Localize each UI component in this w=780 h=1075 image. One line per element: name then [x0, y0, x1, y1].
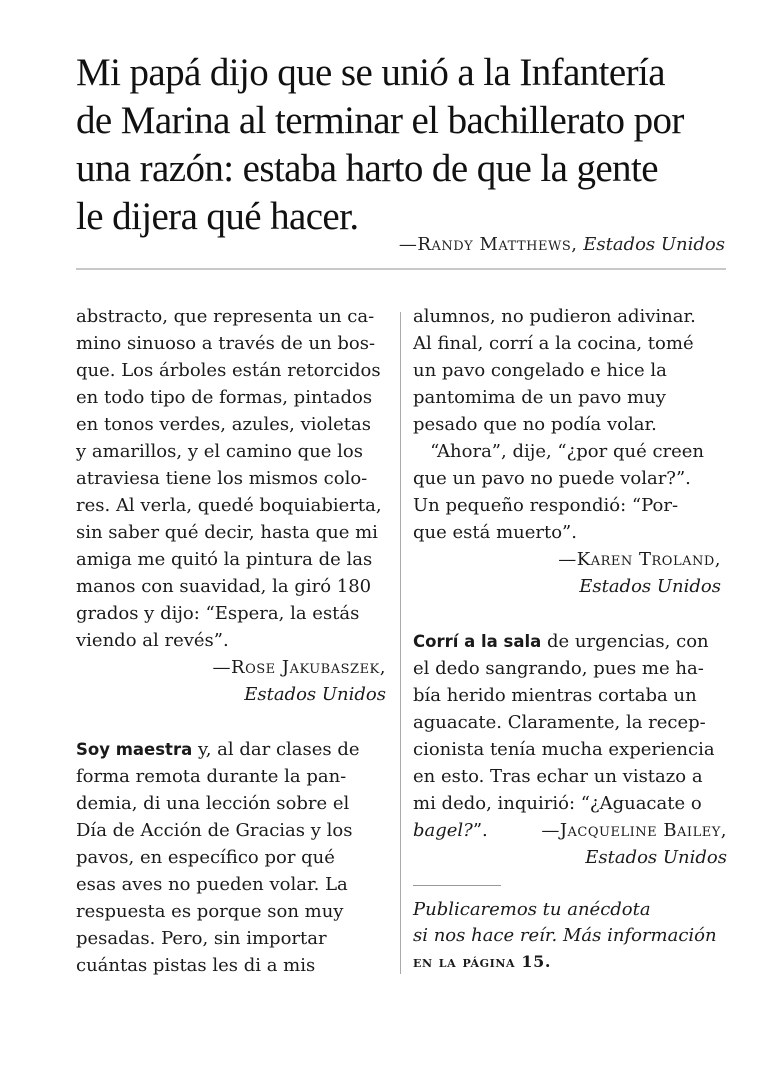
footer-page-ref: en la página 15.: [413, 952, 551, 971]
text-line: atraviesa tiene los mismos colo-: [76, 468, 368, 489]
text-line: forma remota durante la pan-: [76, 766, 347, 787]
story-end-line: [413, 817, 733, 844]
text-line: un pavo congelado e hice la: [413, 360, 667, 381]
text-line: pesadas. Pero, sin importar: [76, 928, 327, 949]
column-divider: [400, 312, 401, 974]
text-line: en todo tipo de formas, pintados: [76, 387, 373, 408]
text-line: demia, di una lección sobre el: [76, 793, 350, 814]
text-run: [413, 817, 488, 844]
text-line: cionista tenía mucha experiencia: [413, 739, 715, 760]
text-line: en esto. Tras echar un vistazo a: [413, 766, 703, 787]
quote-line: de Marina al terminar el bachillerato por: [76, 99, 684, 142]
text-line: el dedo sangrando, pues me ha-: [413, 658, 704, 679]
text-line: “Ahora”, dije, “¿por qué creen: [413, 441, 705, 462]
text-line: pavos, en específico por qué: [76, 847, 335, 868]
text-line: abstracto, que representa un ca-: [76, 306, 375, 327]
text-line: grados y dijo: “Espera, la estás: [76, 603, 360, 624]
quote-line: una razón: estaba harto de que la gente: [76, 147, 658, 190]
author-name: —Karen Troland,: [558, 549, 721, 570]
text-line: en tonos verdes, azules, violetas: [76, 414, 371, 435]
text-line: mi dedo, inquirió: “¿Aguacate o: [413, 793, 702, 814]
author-place: Estados Unidos: [585, 847, 727, 868]
text-line: Al final, corrí a la cocina, tomé: [413, 333, 694, 354]
right-column: [413, 303, 733, 974]
text-line: Un pequeño respondió: “Por-: [413, 495, 679, 516]
text-line: que está muerto”.: [413, 522, 577, 543]
text-line: cuántas pistas les di a mis: [76, 955, 316, 976]
story-author: [76, 654, 386, 681]
text-run: ”.: [472, 820, 488, 841]
text-line: pesado que no podía volar.: [413, 414, 657, 435]
text-line: que un pavo no puede volar?”.: [413, 468, 691, 489]
footer-line: Publicaremos tu anécdota: [413, 899, 651, 920]
text-line: sin saber qué decir, hasta que mi: [76, 522, 378, 543]
story-gap: [413, 600, 733, 628]
text-line: amiga me quitó la pintura de las: [76, 549, 373, 570]
story-lead-line: [413, 628, 733, 655]
story-author: [413, 546, 733, 573]
quote-author: —Randy Matthews,: [398, 234, 578, 255]
quote-line: Mi papá dijo que se unió a la Infantería: [76, 51, 665, 94]
text-line: que. Los árboles están retorcidos: [76, 360, 381, 381]
section-divider: [76, 268, 726, 270]
author-place: Estados Unidos: [244, 684, 386, 705]
story-lead: Soy maestra: [76, 740, 193, 759]
italic-word: bagel?: [413, 820, 473, 841]
text-run: de urgencias, con: [541, 631, 709, 652]
quote-place: Estados Unidos: [583, 234, 725, 255]
author-place: Estados Unidos: [579, 576, 721, 597]
story-place: [76, 681, 386, 708]
quote-line: le dijera qué hacer.: [76, 195, 359, 238]
text-line: res. Al verla, quedé boquiabierta,: [76, 495, 382, 516]
author-name: —Jacqueline Bailey,: [541, 820, 727, 841]
text-line: alumnos, no pudieron adivinar.: [413, 306, 696, 327]
text-line: y amarillos, y el camino que los: [76, 441, 363, 462]
author-name: —Rose Jakubaszek,: [212, 657, 386, 678]
text-line: esas aves no pueden volar. La: [76, 874, 348, 895]
text-line: Día de Acción de Gracias y los: [76, 820, 353, 841]
text-line: bía herido mientras cortaba un: [413, 685, 697, 706]
text-line: aguacate. Claramente, la recep-: [413, 712, 706, 733]
story-place: [413, 844, 733, 871]
text-line: viendo al revés”.: [76, 630, 229, 651]
text-run: y, al dar clases de: [192, 739, 360, 760]
text-line: manos con suavidad, la giró 180: [76, 576, 372, 597]
quote-attribution: [399, 233, 725, 257]
story-lead: Corrí a la sala: [413, 632, 542, 651]
pull-quote: [76, 49, 736, 241]
text-line: respuesta es porque son muy: [76, 901, 344, 922]
story-gap: [76, 708, 386, 736]
text-line: pantomima de un pavo muy: [413, 387, 666, 408]
story-lead-line: [76, 736, 386, 763]
text-line: mino sinuoso a través de un bos-: [76, 333, 376, 354]
footer-line: si nos hace reír. Más información: [413, 925, 717, 946]
story-place: [413, 573, 733, 600]
left-column: [76, 303, 386, 979]
footer-divider: [413, 885, 501, 886]
